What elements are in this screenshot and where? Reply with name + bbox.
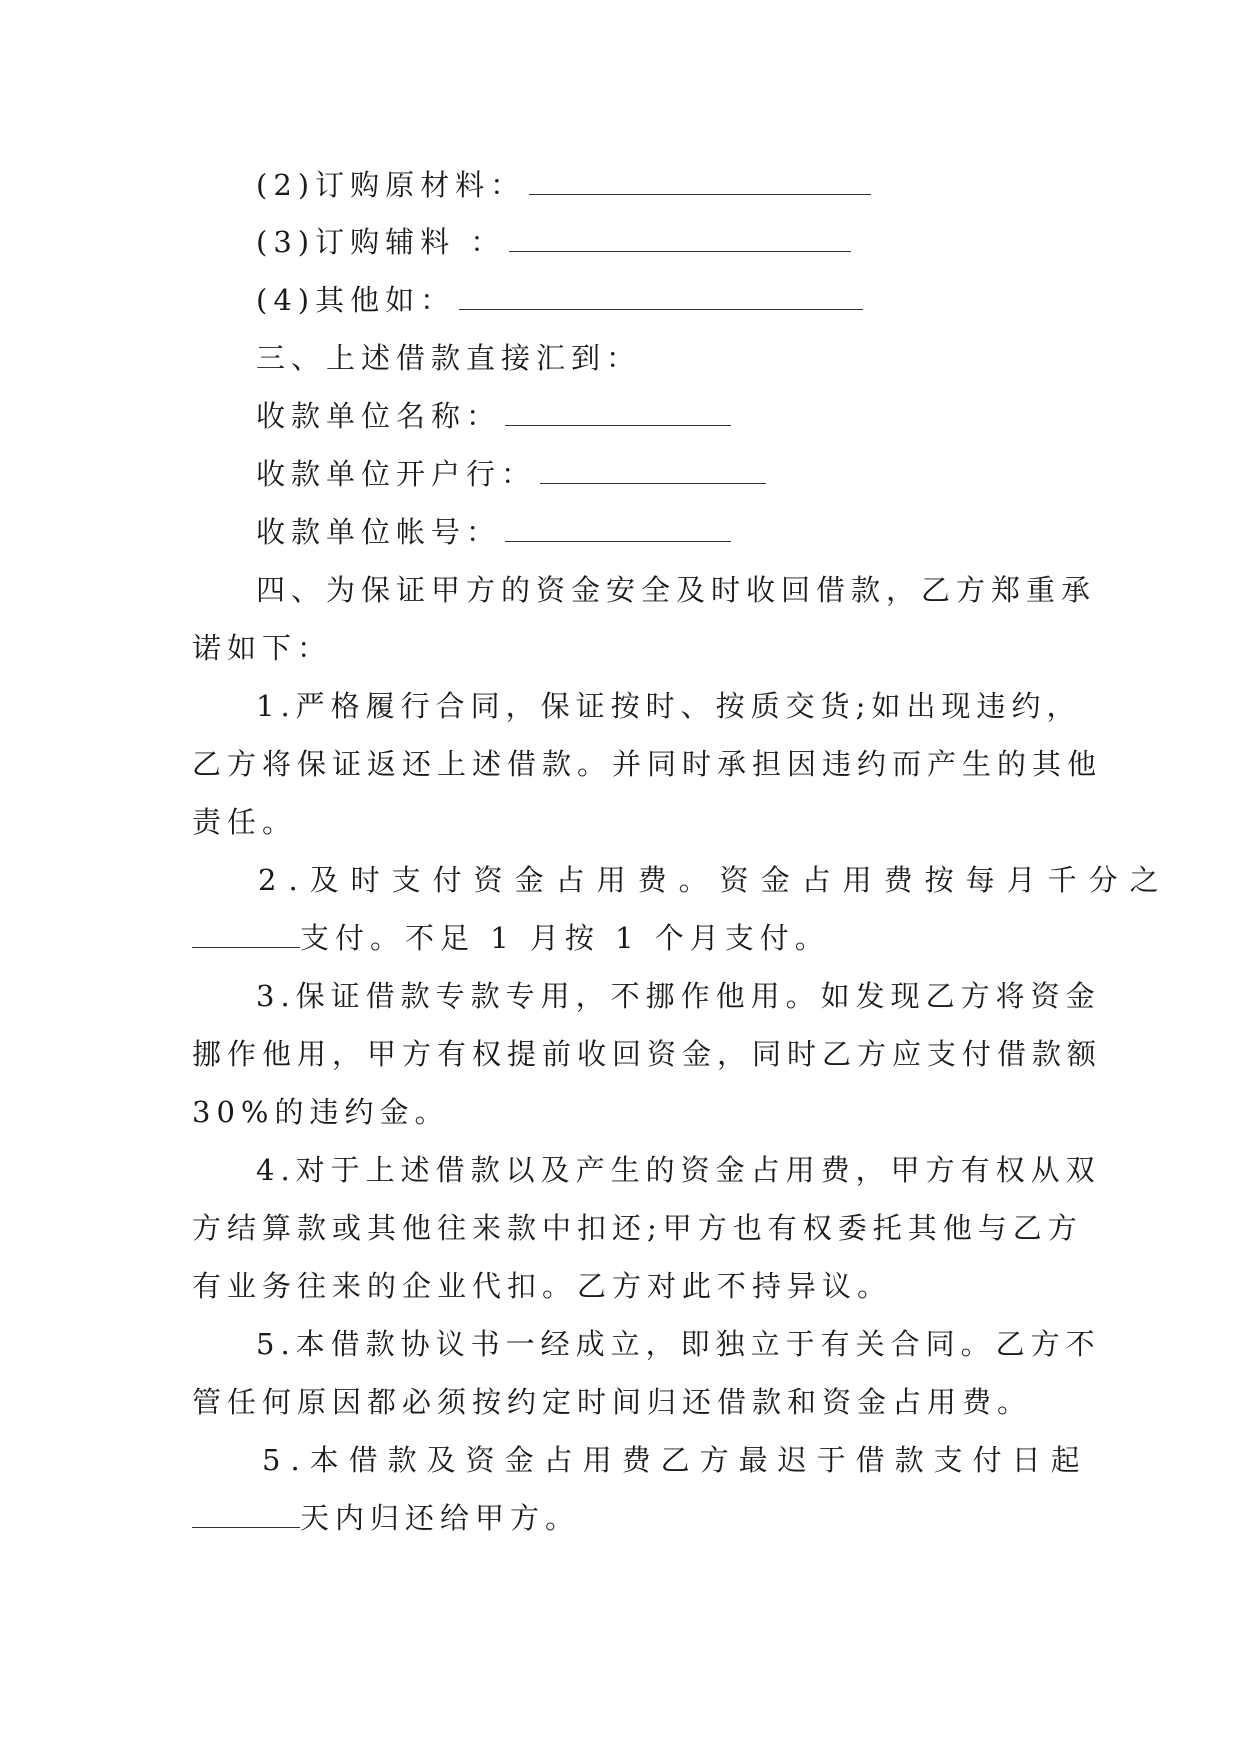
clause2-line2 — [192, 918, 830, 958]
payee-account-blank — [505, 515, 731, 542]
clause3-line3: 30%的违约金。 — [192, 1095, 450, 1129]
item-other — [256, 280, 863, 320]
clause4-line1: 4.对于上述借款以及产生的资金占用费，甲方有权从双 — [256, 1153, 1101, 1187]
item-auxiliary-label: (3)订购辅料 ： — [256, 225, 506, 259]
clause1-line2: 乙方将保证返还上述借款。并同时承担因违约而产生的其他 — [192, 747, 1103, 781]
clause5-line1: 5.本借款协议书一经成立，即独立于有关合同。乙方不 — [256, 1327, 1101, 1361]
auxiliary-blank — [509, 225, 851, 252]
clause2-blank — [192, 921, 300, 948]
clause4-line3: 有业务往来的企业代扣。乙方对此不持异议。 — [192, 1269, 893, 1303]
raw-materials-blank — [529, 168, 871, 195]
section-four-line2: 诺如下： — [192, 631, 333, 665]
payee-name-blank — [505, 399, 731, 426]
clause6-line2 — [192, 1498, 580, 1538]
clause2-line1: 2.及时支付资金占用费。资金占用费按每月千分之 — [258, 863, 1171, 897]
payee-bank-blank — [540, 457, 766, 484]
clause2-line2-text: 支付。不足 1 月按 1 个月支付。 — [300, 921, 830, 955]
payee-bank-label: 收款单位开户行： — [256, 457, 537, 491]
other-blank — [459, 283, 863, 310]
item-other-label: (4)其他如： — [256, 283, 456, 317]
payee-name — [256, 396, 731, 436]
item-raw-materials — [256, 165, 871, 205]
section-four-line1: 四、为保证甲方的资金安全及时收回借款，乙方郑重承 — [256, 573, 1097, 607]
clause5-line2: 管任何原因都必须按约定时间归还借款和资金占用费。 — [192, 1385, 1033, 1419]
clause6-line2-text: 天内归还给甲方。 — [300, 1501, 581, 1535]
payee-account — [256, 512, 731, 552]
clause4-line2: 方结算款或其他往来款中扣还;甲方也有权委托其他与乙方 — [192, 1211, 1083, 1245]
clause3-line1: 3.保证借款专款专用，不挪作他用。如发现乙方将资金 — [256, 979, 1101, 1013]
clause3-line2: 挪作他用，甲方有权提前收回资金，同时乙方应支付借款额 — [192, 1037, 1103, 1071]
payee-bank — [256, 454, 766, 494]
clause1-line1: 1.严格履行合同，保证按时、按质交货;如出现违约， — [256, 689, 1082, 723]
clause6-blank — [192, 1501, 300, 1528]
clause1-line3: 责任。 — [192, 805, 298, 839]
section-three-heading: 三、上述借款直接汇到： — [256, 341, 642, 375]
payee-name-label: 收款单位名称： — [256, 399, 502, 433]
payee-account-label: 收款单位帐号： — [256, 515, 502, 549]
item-raw-materials-label: (2)订购原材料： — [256, 168, 526, 202]
item-auxiliary — [256, 222, 851, 262]
clause6-line1: 5.本借款及资金占用费乙方最迟于借款支付日起 — [262, 1443, 1090, 1477]
